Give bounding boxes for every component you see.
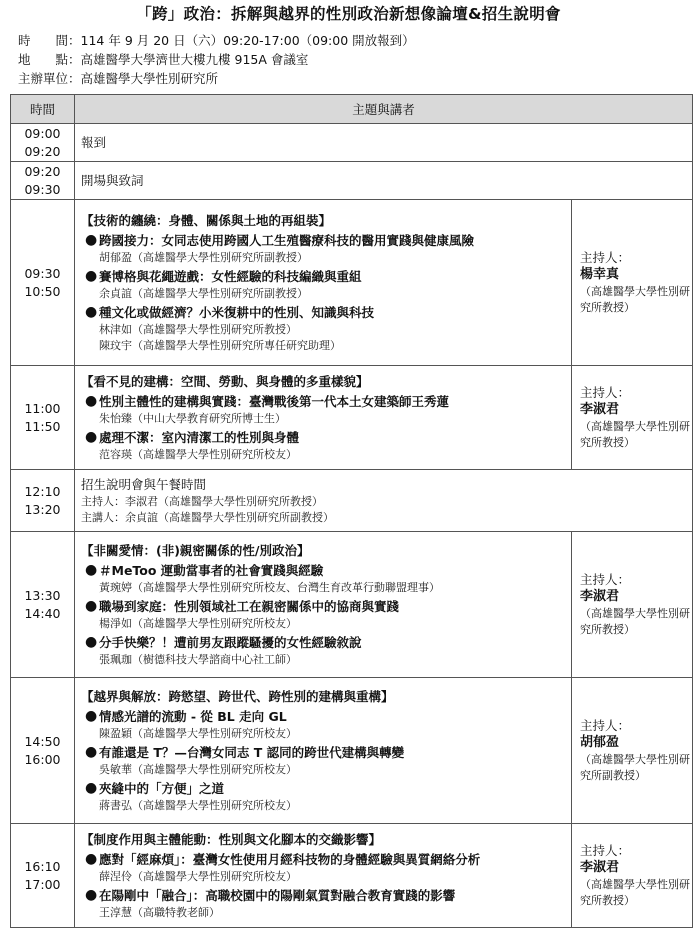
talk-speaker: 蔣書弘（高雄醫學大學性別研究所校友） [99,798,297,812]
session-content [75,824,572,928]
session-content [75,532,572,678]
bullet-icon: ● [85,633,98,650]
host-info: （高雄醫學大學性別研究所副教授） [580,753,690,782]
host-name: 李淑君 [580,402,620,417]
table-row [11,678,693,824]
header-topic: 主題與講者 [75,95,693,124]
host-name: 楊幸真 [580,267,620,282]
row-time: 13:30 14:40 [11,532,75,678]
host-info: （高雄醫學大學性別研究所教授） [580,878,690,907]
bullet-icon: ● [85,886,98,903]
info-place [18,51,308,69]
row-time: 09:00 09:20 [11,124,75,162]
bullet-icon: ● [85,850,98,867]
talk-speaker: 陳盈穎（高雄醫學大學性別研究所校友） [99,726,297,740]
talk-speaker: 楊淨如（高雄醫學大學性別研究所校友） [99,616,297,630]
table-row [11,162,693,200]
session-title: 【制度作用與主體能動：性別與文化腳本的交織影響】 [81,831,382,847]
row-topic: 招生說明會與午餐時間 主持人：李淑君（高雄醫學大學性別研究所教授） 主講人：余貞誼（高雄醫學大學性別研究所副教授） [75,470,693,532]
organizer-value: 高雄醫學大學性別研究所 [80,71,219,86]
host-name: 李淑君 [580,589,620,604]
row-time: 11:00 11:50 [11,366,75,470]
host-info: （高雄醫學大學性別研究所教授） [580,607,690,636]
session-content [75,366,572,470]
host-cell: 主持人： 李淑君 （高雄醫學大學性別研究所教授） [572,532,693,678]
organizer-label: 主辦單位： [18,71,81,86]
table-row [11,470,693,532]
header-time: 時間 [11,95,75,124]
talk-title: ● 夾縫中的「方便」之道 [85,779,225,796]
session-title: 【非關愛情：(非)親密關係的性/別政治】 [81,542,310,558]
host-cell: 主持人： 胡郁盈 （高雄醫學大學性別研究所副教授） [572,678,693,824]
host-cell: 主持人： 李淑君 （高雄醫學大學性別研究所教授） [572,824,693,928]
session-title: 【技術的纏繞：身體、關係與土地的再組裝】 [81,212,332,228]
talk-speaker: 朱怡臻（中山大學教育研究所博士生） [99,411,286,425]
table-header-row [11,95,693,124]
bullet-icon: ● [85,303,98,320]
host-info: （高雄醫學大學性別研究所教授） [580,285,690,314]
table-row [11,200,693,366]
talk-speaker: 張珮珈（樹德科技大學諮商中心社工師） [99,652,297,666]
bullet-icon: ● [85,267,98,284]
bullet-icon: ● [85,428,98,445]
schedule-table [10,94,693,928]
info-organizer [18,70,218,88]
talk-title: ● 情感光譜的流動 - 從 BL 走向 GL [85,707,287,724]
talk-speaker: 王淳慧（高職特教老師） [99,905,220,919]
talk-title: ● 賽博格與花繩遊戲：女性經驗的科技編織與重組 [85,267,362,284]
host-cell: 主持人： 李淑君 （高雄醫學大學性別研究所教授） [572,366,693,470]
time-label: 時 間： [18,33,81,48]
table-row [11,366,693,470]
talk-speaker: 胡郁盈（高雄醫學大學性別研究所副教授） [99,250,308,264]
talk-speaker: 陳玟宇（高雄醫學大學性別研究所專任研究助理） [99,338,341,352]
host-cell: 主持人： 楊幸真 （高雄醫學大學性別研究所教授） [572,200,693,366]
talk-speaker: 黃琬婷（高雄醫學大學性別研究所校友、台灣生育改革行動聯盟理事） [99,580,440,594]
talk-title: ● 處理不潔：室內清潔工的性別與身體 [85,428,300,445]
row-time: 14:50 16:00 [11,678,75,824]
row-time: 09:30 10:50 [11,200,75,366]
talk-speaker: 吳敏華（高雄醫學大學性別研究所校友） [99,762,297,776]
row-time: 12:10 13:20 [11,470,75,532]
row-topic: 開場與致詞 [75,162,693,200]
table-row [11,124,693,162]
talk-title: ● 職場到家庭：性別領域社工在親密關係中的協商與實踐 [85,597,400,614]
session-content [75,678,572,824]
table-row [11,532,693,678]
talk-speaker: 薛涅伶（高雄醫學大學性別研究所校友） [99,869,297,883]
talk-speaker: 范容瑛（高雄醫學大學性別研究所校友） [99,447,297,461]
page-title: 「跨」政治：拆解與越界的性別政治新想像論壇&招生說明會 [136,5,561,23]
host-name: 胡郁盈 [580,735,620,750]
session-title: 【越界與解放：跨慾望、跨世代、跨性別的建構與重構】 [81,688,394,704]
table-row [11,824,693,928]
bullet-icon: ● [85,597,98,614]
talk-speaker: 余貞誼（高雄醫學大學性別研究所副教授） [99,286,308,300]
bullet-icon: ● [85,231,98,248]
place-value: 高雄醫學大學濟世大樓九樓 915A 會議室 [80,52,309,67]
session-content [75,200,572,366]
talk-title: ● 跨國接力：女同志使用跨國人工生殖醫療科技的醫用實踐與健康風險 [85,231,475,248]
bullet-icon: ● [85,561,98,578]
talk-title: ● ＃MeToo 運動當事者的社會實踐與經驗 [85,561,324,578]
host-name: 李淑君 [580,860,620,875]
row-time: 09:20 09:30 [11,162,75,200]
talk-title: ● 分手快樂？！遭前男友跟蹤騷擾的女性經驗敘說 [85,633,362,650]
bullet-icon: ● [85,779,98,796]
talk-title: ● 有誰還是 T？—台灣女同志 T 認同的跨世代建構與轉變 [85,743,405,760]
row-time: 16:10 17:00 [11,824,75,928]
talk-title: ● 性別主體性的建構與實踐：臺灣戰後第一代本土女建築師王秀蓮 [85,392,450,409]
place-label: 地 點： [18,52,81,67]
info-time [18,32,415,50]
time-value: 114 年 9 月 20 日（六）09:20-17:00（09:00 開放報到） [80,33,415,48]
talk-title: ● 應對「經麻煩」：臺灣女性使用月經科技物的身體經驗與異質網絡分析 [85,850,481,867]
session-title: 【看不見的建構：空間、勞動、與身體的多重樣貌】 [81,373,369,389]
host-info: （高雄醫學大學性別研究所教授） [580,420,690,449]
bullet-icon: ● [85,392,98,409]
talk-title: ● 在陽剛中「融合」：高職校園中的陽剛氣質對融合教育實踐的影響 [85,886,456,903]
bullet-icon: ● [85,743,98,760]
row-topic: 報到 [75,124,693,162]
talk-speaker: 林津如（高雄醫學大學性別研究所教授） [99,322,297,336]
talk-title: ● 種文化或做經濟？小米復耕中的性別、知識與科技 [85,303,375,320]
bullet-icon: ● [85,707,98,724]
